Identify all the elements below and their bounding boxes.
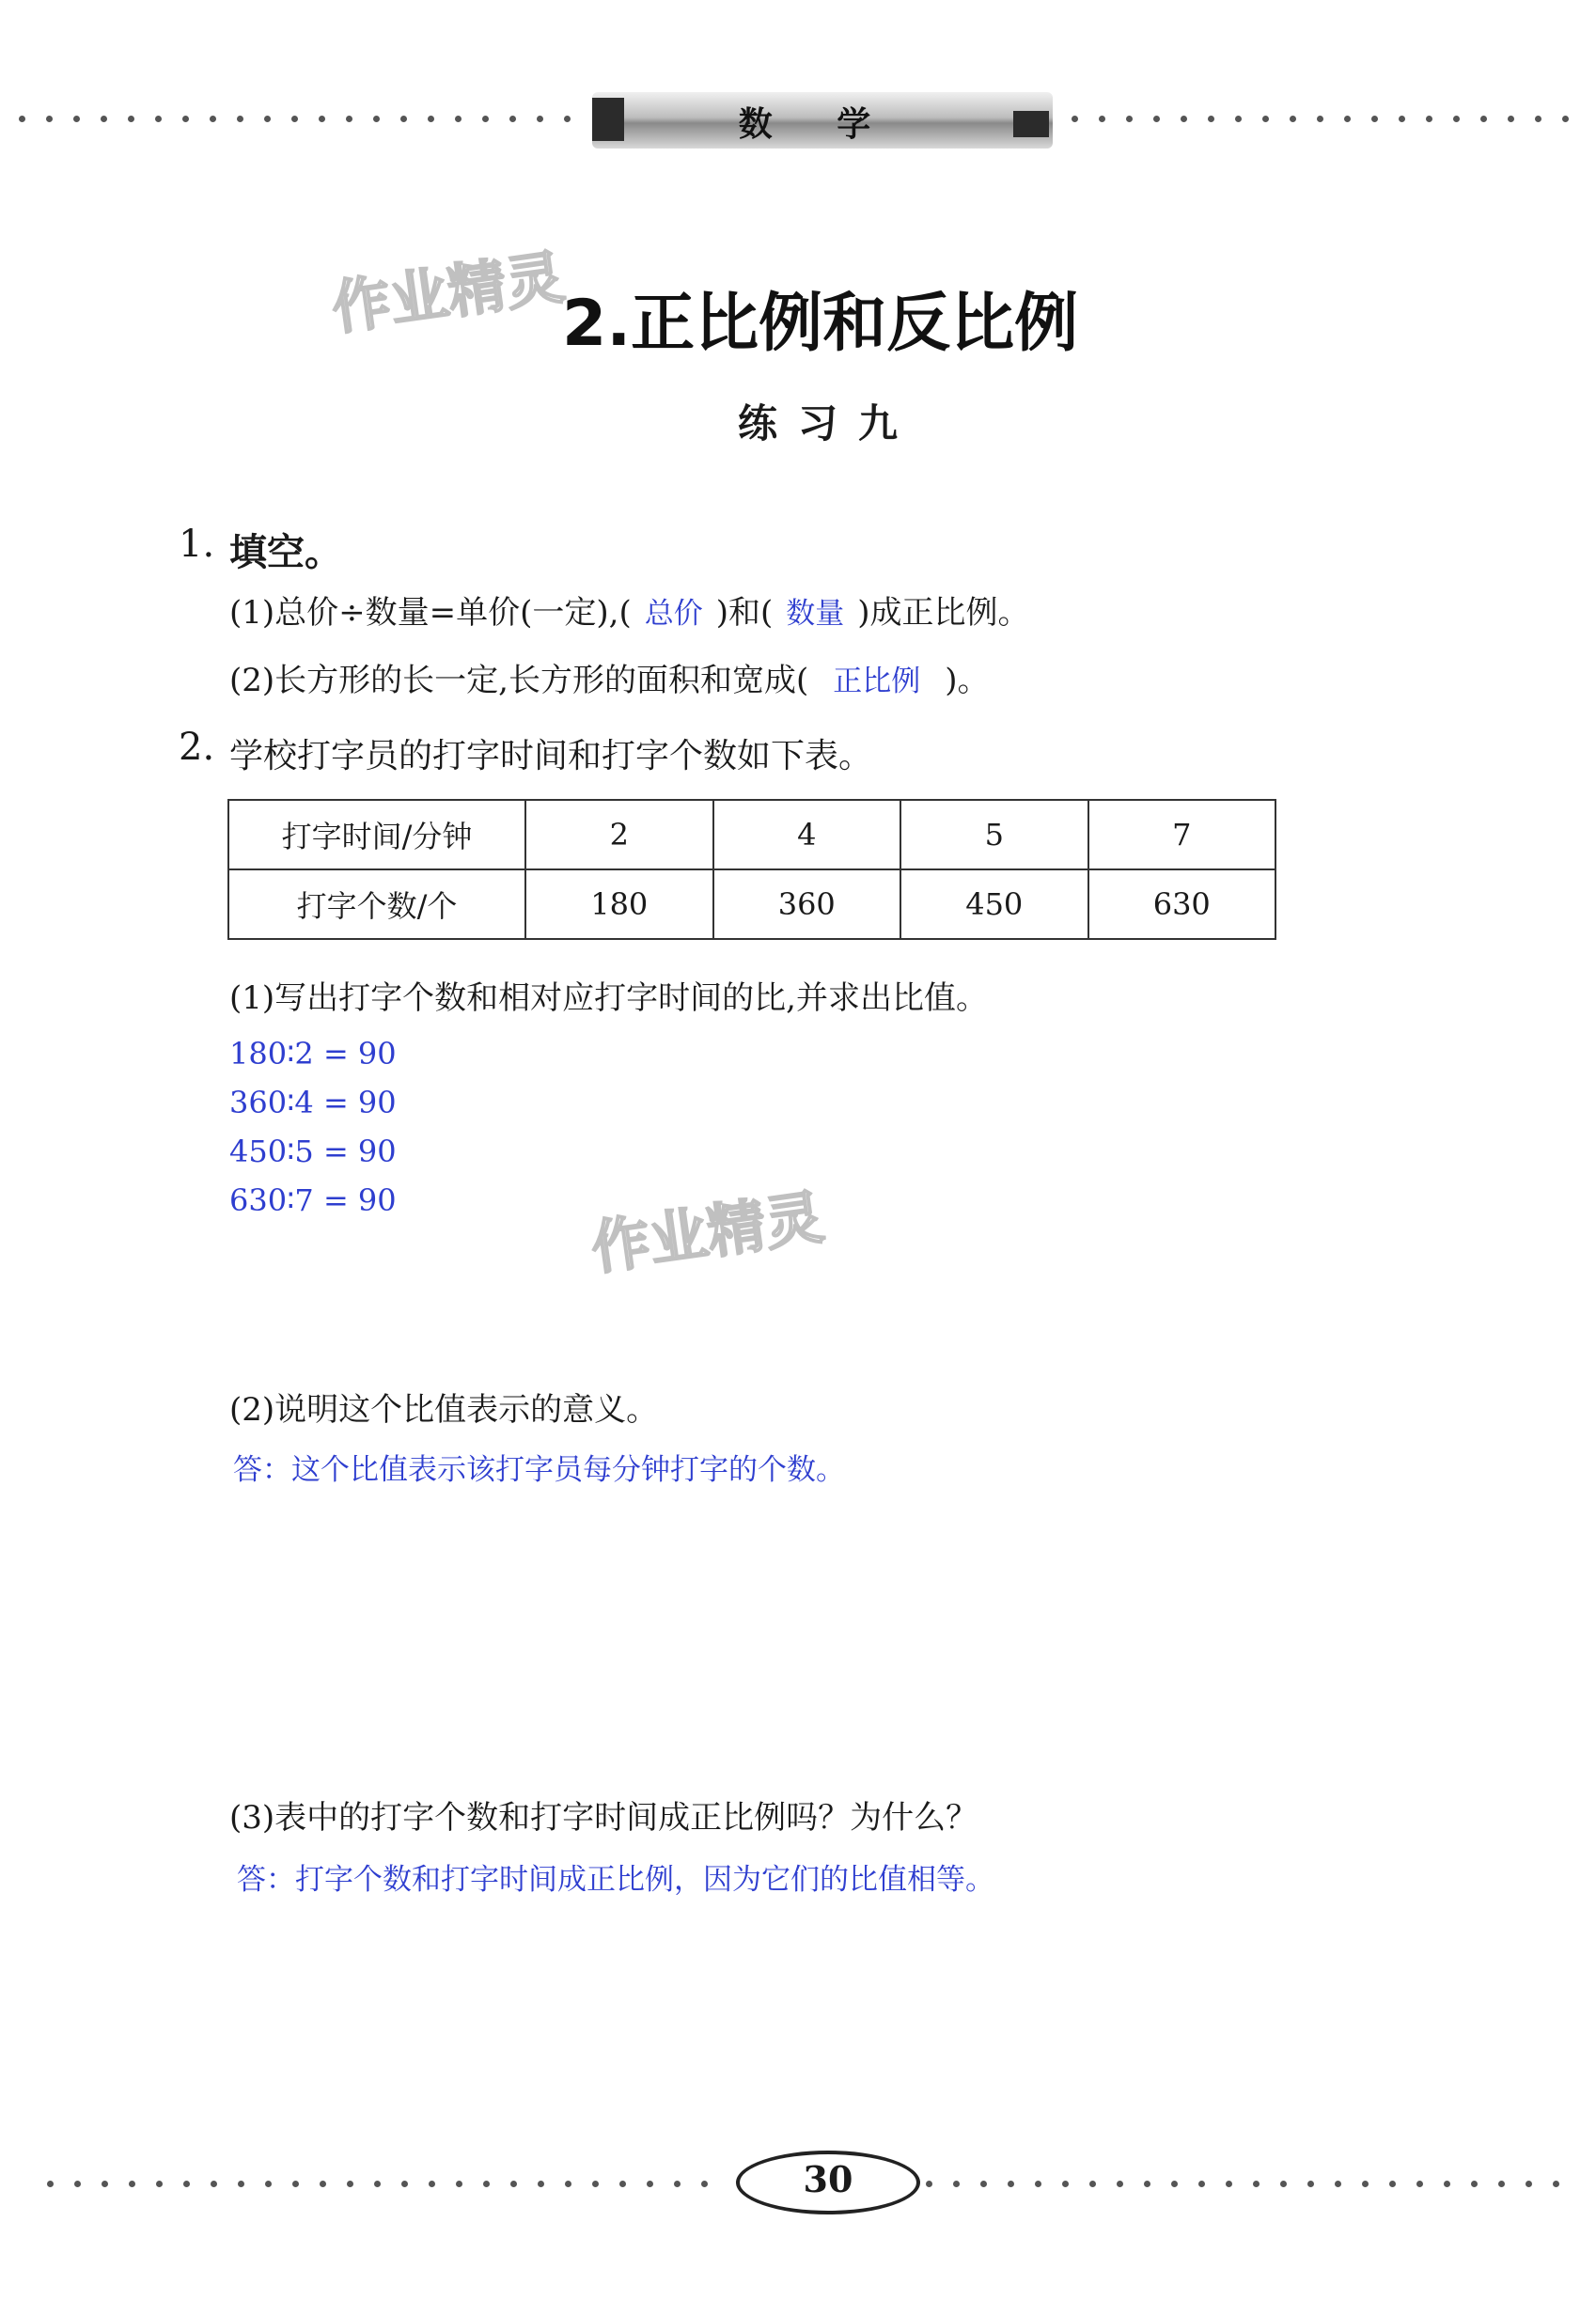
dot-decoration	[674, 2181, 681, 2187]
dot-decoration	[1480, 116, 1487, 122]
typing-data-table	[227, 799, 1276, 940]
table-cell: 180	[525, 869, 713, 939]
watermark: 作业精灵	[587, 1182, 828, 1283]
dot-decoration	[1399, 116, 1405, 122]
dot-decoration	[1471, 2181, 1478, 2187]
dot-decoration	[1171, 2181, 1178, 2187]
dot-decoration	[155, 116, 162, 122]
dot-decoration	[346, 116, 352, 122]
dot-decoration	[1280, 2181, 1287, 2187]
page-number: 30	[803, 2158, 853, 2200]
table-cell: 630	[1088, 869, 1276, 939]
dot-decoration	[211, 2181, 217, 2187]
dot-decoration	[980, 2181, 987, 2187]
dot-decoration	[537, 116, 543, 122]
dot-decoration	[1253, 2181, 1260, 2187]
q1-line1-suffix: )成正比例。	[857, 594, 1030, 632]
dot-decoration	[483, 2181, 490, 2187]
dot-decoration	[156, 2181, 163, 2187]
dot-decoration	[1008, 2181, 1014, 2187]
table-cell: 360	[713, 869, 901, 939]
watermark: 作业精灵	[327, 243, 569, 343]
dot-decoration	[1226, 2181, 1232, 2187]
header-dots-left	[19, 116, 583, 125]
dot-decoration	[1526, 2181, 1532, 2187]
q1-line1	[229, 587, 1030, 633]
dot-decoration	[374, 2181, 381, 2187]
dot-decoration	[47, 2181, 54, 2187]
header-subject: 数 学	[738, 105, 898, 144]
dot-decoration	[1426, 116, 1432, 122]
q1-line2	[229, 654, 990, 700]
dot-decoration	[1562, 116, 1569, 122]
dot-decoration	[401, 2181, 408, 2187]
dot-decoration	[1444, 2181, 1450, 2187]
table-cell: 2	[525, 800, 713, 869]
dot-decoration	[1535, 116, 1541, 122]
dot-decoration	[237, 116, 243, 122]
dot-decoration	[647, 2181, 653, 2187]
question-number: 2.	[179, 726, 215, 769]
dot-decoration	[183, 2181, 190, 2187]
dot-decoration	[1416, 2181, 1423, 2187]
dot-decoration	[19, 116, 25, 122]
dot-decoration	[953, 2181, 960, 2187]
header-ornament-left	[592, 98, 624, 141]
dot-decoration	[74, 2181, 81, 2187]
dot-decoration	[210, 116, 216, 122]
dot-decoration	[1453, 116, 1460, 122]
dot-decoration	[482, 116, 489, 122]
q1-line1-prefix: (1)总价÷数量=单价(一定),(	[229, 594, 632, 632]
table-row-header: 打字个数/个	[228, 869, 525, 939]
footer-dots-left	[47, 2181, 728, 2190]
dot-decoration	[291, 116, 298, 122]
q2-sub3-question: (3)表中的打字个数和打字时间成正比例吗？为什么？	[229, 1799, 978, 1837]
dot-decoration	[592, 2181, 599, 2187]
ratio-answer: 360∶4 = 90	[229, 1085, 397, 1120]
dot-decoration	[101, 116, 107, 122]
q2-sub2-answer: 答：这个比值表示该打字员每分钟打字的个数。	[233, 1453, 845, 1487]
dot-decoration	[565, 2181, 571, 2187]
dot-decoration	[46, 116, 53, 122]
dot-decoration	[1198, 2181, 1205, 2187]
dot-decoration	[1117, 2181, 1123, 2187]
table-row-header: 打字时间/分钟	[228, 800, 525, 869]
dot-decoration	[1144, 2181, 1150, 2187]
ratio-answer: 180∶2 = 90	[229, 1036, 397, 1072]
dot-decoration	[1072, 116, 1078, 122]
dot-decoration	[429, 2181, 435, 2187]
dot-decoration	[1508, 116, 1514, 122]
table-cell: 4	[713, 800, 901, 869]
question-number: 1.	[179, 523, 215, 566]
dot-decoration	[564, 116, 571, 122]
q2-sub3-answer: 答：打字个数和打字时间成正比例，因为它们的比值相等。	[237, 1863, 994, 1897]
table-row	[228, 800, 1275, 869]
dot-decoration	[1307, 2181, 1314, 2187]
dot-decoration	[238, 2181, 244, 2187]
q2-sub2-question: (2)说明这个比值表示的意义。	[229, 1391, 659, 1429]
dot-decoration	[1153, 116, 1160, 122]
dot-decoration	[510, 2181, 517, 2187]
dot-decoration	[701, 2181, 708, 2187]
dot-decoration	[128, 116, 134, 122]
dot-decoration	[319, 116, 325, 122]
dot-decoration	[619, 2181, 626, 2187]
question-heading: 填空。	[229, 531, 342, 574]
dot-decoration	[1553, 2181, 1559, 2187]
dot-decoration	[265, 2181, 272, 2187]
q1-line2-prefix: (2)长方形的长一定,长方形的面积和宽成(	[229, 662, 809, 699]
dot-decoration	[102, 2181, 108, 2187]
dot-decoration	[129, 2181, 135, 2187]
section-title: 2.正比例和反比例	[562, 287, 1079, 361]
dot-decoration	[1317, 116, 1323, 122]
dot-decoration	[456, 2181, 462, 2187]
dot-decoration	[1035, 2181, 1041, 2187]
dot-decoration	[400, 116, 407, 122]
dot-decoration	[509, 116, 516, 122]
dot-decoration	[73, 116, 80, 122]
dot-decoration	[264, 116, 271, 122]
dot-decoration	[1099, 116, 1105, 122]
header-dots-right	[1072, 116, 1579, 125]
table-cell: 5	[900, 800, 1088, 869]
dot-decoration	[1062, 2181, 1069, 2187]
dot-decoration	[1344, 116, 1351, 122]
footer-dots-right	[926, 2181, 1574, 2190]
dot-decoration	[455, 116, 462, 122]
q1-answer-3: 正比例	[833, 665, 921, 698]
dot-decoration	[1126, 116, 1133, 122]
table-cell: 450	[900, 869, 1088, 939]
ratio-answer: 450∶5 = 90	[229, 1134, 397, 1169]
dot-decoration	[347, 2181, 353, 2187]
question-heading: 学校打字员的打字时间和打字个数如下表。	[229, 737, 873, 775]
q1-line2-suffix: )。	[945, 662, 990, 699]
table-row	[228, 869, 1275, 939]
dot-decoration	[538, 2181, 544, 2187]
header-ornament-right	[1013, 111, 1049, 137]
dot-decoration	[1089, 2181, 1096, 2187]
dot-decoration	[1181, 116, 1187, 122]
dot-decoration	[1235, 116, 1242, 122]
q1-answer-1: 总价	[644, 597, 703, 631]
dot-decoration	[182, 116, 189, 122]
ratio-answer: 630∶7 = 90	[229, 1182, 397, 1218]
dot-decoration	[428, 116, 434, 122]
dot-decoration	[926, 2181, 932, 2187]
dot-decoration	[1208, 116, 1214, 122]
q2-sub1-question: (1)写出打字个数和相对应打字时间的比,并求出比值。	[229, 979, 988, 1017]
dot-decoration	[320, 2181, 326, 2187]
dot-decoration	[373, 116, 380, 122]
exercise-subtitle: 练习九	[738, 400, 919, 446]
q1-line1-mid: )和(	[715, 594, 774, 632]
dot-decoration	[292, 2181, 299, 2187]
q1-answer-2: 数量	[786, 597, 845, 631]
table-cell: 7	[1088, 800, 1276, 869]
dot-decoration	[1335, 2181, 1341, 2187]
dot-decoration	[1362, 2181, 1369, 2187]
dot-decoration	[1389, 2181, 1396, 2187]
dot-decoration	[1262, 116, 1269, 122]
dot-decoration	[1290, 116, 1296, 122]
dot-decoration	[1371, 116, 1378, 122]
dot-decoration	[1498, 2181, 1505, 2187]
